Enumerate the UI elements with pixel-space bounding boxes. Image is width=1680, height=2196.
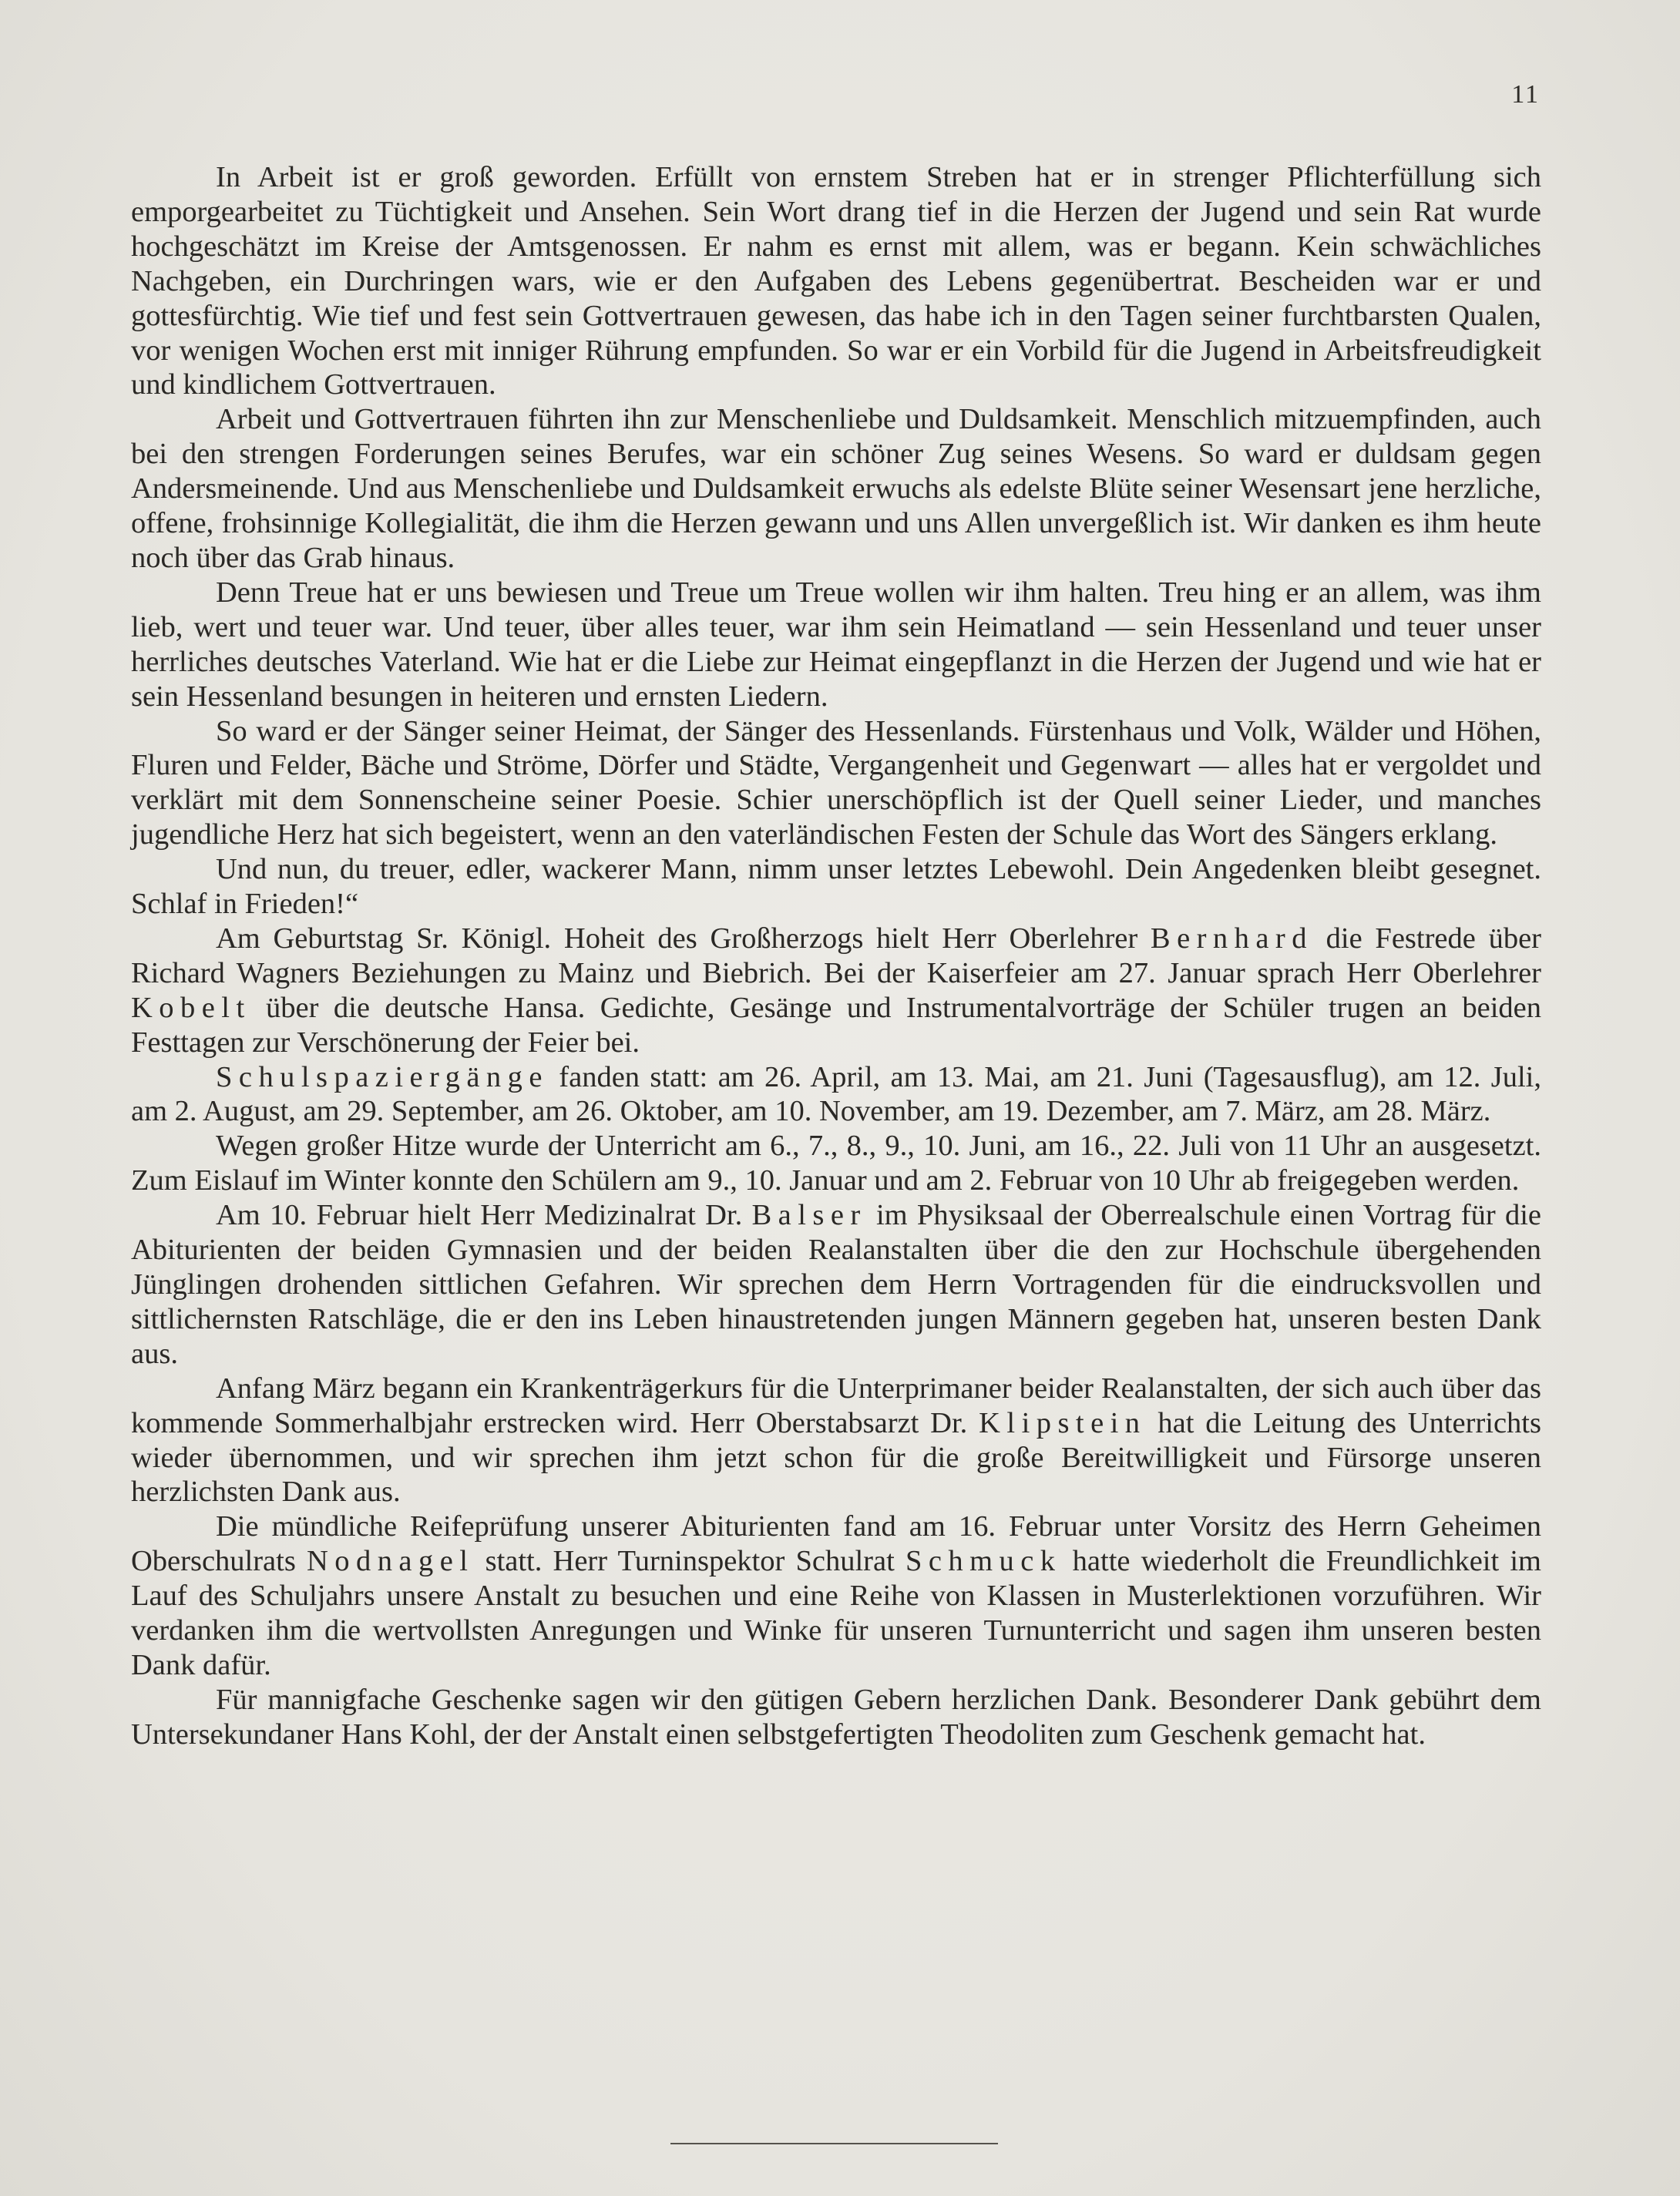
spaced-name: Nodnagel	[306, 1545, 475, 1578]
text-segment: hat die Leitung des Unterrichts wieder übernommen, und wir sprechen ihm jetzt schon für die große Bereitwilligkeit und Fürsorge unseren herzlichsten Dank aus.	[131, 1406, 1541, 1509]
text-segment: Anfang März begann ein Krankenträgerkurs für die Unterprimaner beider Realanstalten, der sich auch über das kommende Sommerhalbjahr erstrecken wird. Herr Oberstabsarzt Dr.	[131, 1372, 1541, 1439]
text-segment: im Physiksaal der Oberrealschule einen Vortrag für die Abiturienten der beiden Gymnasien und der beiden Realanstalten über die den zur Hochschule übergehenden Jünglingen drohenden sittlichen Gefahren. Wir sprechen dem Herrn Vortragenden für die eindrucksvollen und sittlichernsten Ratschläge, die er den ins Leben hinaustretenden jungen Männern gegeben hat, unseren besten Dank aus.	[131, 1199, 1541, 1370]
text-segment: Am Geburtstag Sr. Königl. Hoheit des Großherzogs hielt Herr Oberlehrer	[216, 922, 1151, 955]
spaced-name: Bernhard	[1150, 922, 1313, 955]
text-segment: Denn Treue hat er uns bewiesen und Treue um Treue wollen wir ihm halten. Treu hing er an allem, was ihm lieb, wert und teuer war. Und teuer, über alles teuer, war ihm sein Heimatland — sein Hessenland und teuer unser herrliches deutsches Vaterland. Wie hat er die Liebe zur Heimat eingepflanzt in die Herzen der Jugend und wie hat er sein Hessenland besungen in heiteren und ernsten Liedern.	[131, 576, 1541, 713]
paragraph	[131, 922, 1541, 1060]
spaced-name: Schmuck	[905, 1545, 1062, 1578]
paragraph	[131, 576, 1541, 714]
paragraph	[131, 1129, 1541, 1198]
text-segment: Arbeit und Gottvertrauen führten ihn zur Menschenliebe und Duldsamkeit. Menschlich mitzuempfinden, auch bei den strengen Forderungen seines Berufes, war ein schöner Zug seines Wesens. So ward er duldsam gegen Andersmeinende. Und aus Menschenliebe und Duldsamkeit erwuchs als edelste Blüte seiner Wesensart jene herzliche, offene, frohsinnige Kollegialität, die ihm die Herzen gewann und uns Allen unvergeßlich ist. Wir danken es ihm heute noch über das Grab hinaus.	[131, 403, 1541, 574]
text-segment: Die mündliche Reifeprüfung unserer Abiturienten fand am 16. Februar unter Vorsitz des Herrn Geheimen Oberschulrats	[131, 1510, 1541, 1578]
text-segment: Für mannigfache Geschenke sagen wir den gütigen Gebern herzlichen Dank. Besonderer Dank gebührt dem Untersekundaner Hans Kohl, der der Anstalt einen selbstgefertigten Theodoliten zum Geschenk gemacht hat.	[131, 1683, 1541, 1751]
paragraph	[131, 1372, 1541, 1510]
page-number: 11	[1511, 80, 1540, 109]
spaced-name: Klipstein	[979, 1406, 1147, 1439]
body-text	[131, 160, 1541, 1752]
closing-rule	[670, 2143, 998, 2144]
text-segment: So ward er der Sänger seiner Heimat, der Sänger des Hessenlands. Fürstenhaus und Volk, Wälder und Höhen, Fluren und Felder, Bäche und Ströme, Dörfer und Städte, Vergangenheit und Gegenwart — alles hat er vergoldet und verklärt mit dem Sonnenscheine seiner Poesie. Schier unerschöpflich ist der Quell seiner Lieder, und manches jugendliche Herz hat sich begeistert, wenn an den vaterländischen Festen der Schule das Wort des Sängers erklang.	[131, 714, 1541, 851]
text-segment: fanden statt: am 26. April, am 13. Mai, am 21. Juni (Tagesausflug), am 12. Juli, am 2. August, am 29. September, am 26. Oktober, am 10. November, am 19. Dezember, am 7. März, am 28. März.	[131, 1060, 1541, 1128]
paragraph	[131, 402, 1541, 576]
spaced-name: Kobelt	[131, 991, 251, 1024]
text-segment: statt. Herr Turninspektor Schulrat	[474, 1545, 906, 1578]
paragraph	[131, 714, 1541, 853]
paragraph	[131, 852, 1541, 922]
paragraph	[131, 160, 1541, 402]
text-segment: In Arbeit ist er groß geworden. Erfüllt von ernstem Streben hat er in strenger Pflichterfüllung sich emporgearbeitet zu Tüchtigkeit und Ansehen. Sein Wort drang tief in die Herzen der Jugend und sein Rat wurde hochgeschätzt im Kreise der Amtsgenossen. Er nahm es ernst mit allem, was er begann. Kein schwächliches Nachgeben, ein Durchringen wars, wie er den Aufgaben des Lebens gegenübertrat. Bescheiden war er und gottesfürchtig. Wie tief und fest sein Gottvertrauen gewesen, das habe ich in den Tagen seiner furchtbarsten Qualen, vor wenigen Wochen erst mit inniger Rührung empfunden. So war er ein Vorbild für die Jugend in Arbeitsfreudigkeit und kindlichem Gottvertrauen.	[131, 161, 1541, 401]
paragraph	[131, 1683, 1541, 1752]
text-segment: Wegen großer Hitze wurde der Unterricht am 6., 7., 8., 9., 10. Juni, am 16., 22. Juli von 11 Uhr an ausgesetzt. Zum Eislauf im Winter konnte den Schülern am 9., 10. Januar und am 2. Februar von 10 Uhr ab freigegeben werden.	[131, 1130, 1541, 1197]
text-segment: hatte wiederholt die Freundlichkeit im Lauf des Schuljahrs unsere Anstalt zu besuchen und eine Reihe von Klassen in Musterlektionen vorzuführen. Wir verdanken ihm die wertvollsten Anregungen und Winke für unseren Turnunterricht und sagen ihm unseren besten Dank dafür.	[131, 1545, 1541, 1681]
paragraph	[131, 1509, 1541, 1683]
paragraph	[131, 1198, 1541, 1372]
text-segment: die Festrede über Richard Wagners Beziehungen zu Mainz und Biebrich. Bei der Kaiserfeier am 27. Januar sprach Herr Oberlehrer	[131, 922, 1541, 989]
spaced-name: Schulspaziergänge	[216, 1060, 549, 1093]
text-segment: Am 10. Februar hielt Herr Medizinalrat Dr.	[216, 1199, 752, 1232]
text-segment: über die deutsche Hansa. Gedichte, Gesänge und Instrumentalvorträge der Schüler trugen an beiden Festtagen zur Verschönerung der Feier bei.	[131, 991, 1541, 1059]
paragraph	[131, 1060, 1541, 1130]
text-segment: Und nun, du treuer, edler, wackerer Mann, nimm unser letztes Lebewohl. Dein Angedenken bleibt gesegnet. Schlaf in Frieden!“	[131, 853, 1541, 921]
spaced-name: Balser	[751, 1199, 867, 1232]
